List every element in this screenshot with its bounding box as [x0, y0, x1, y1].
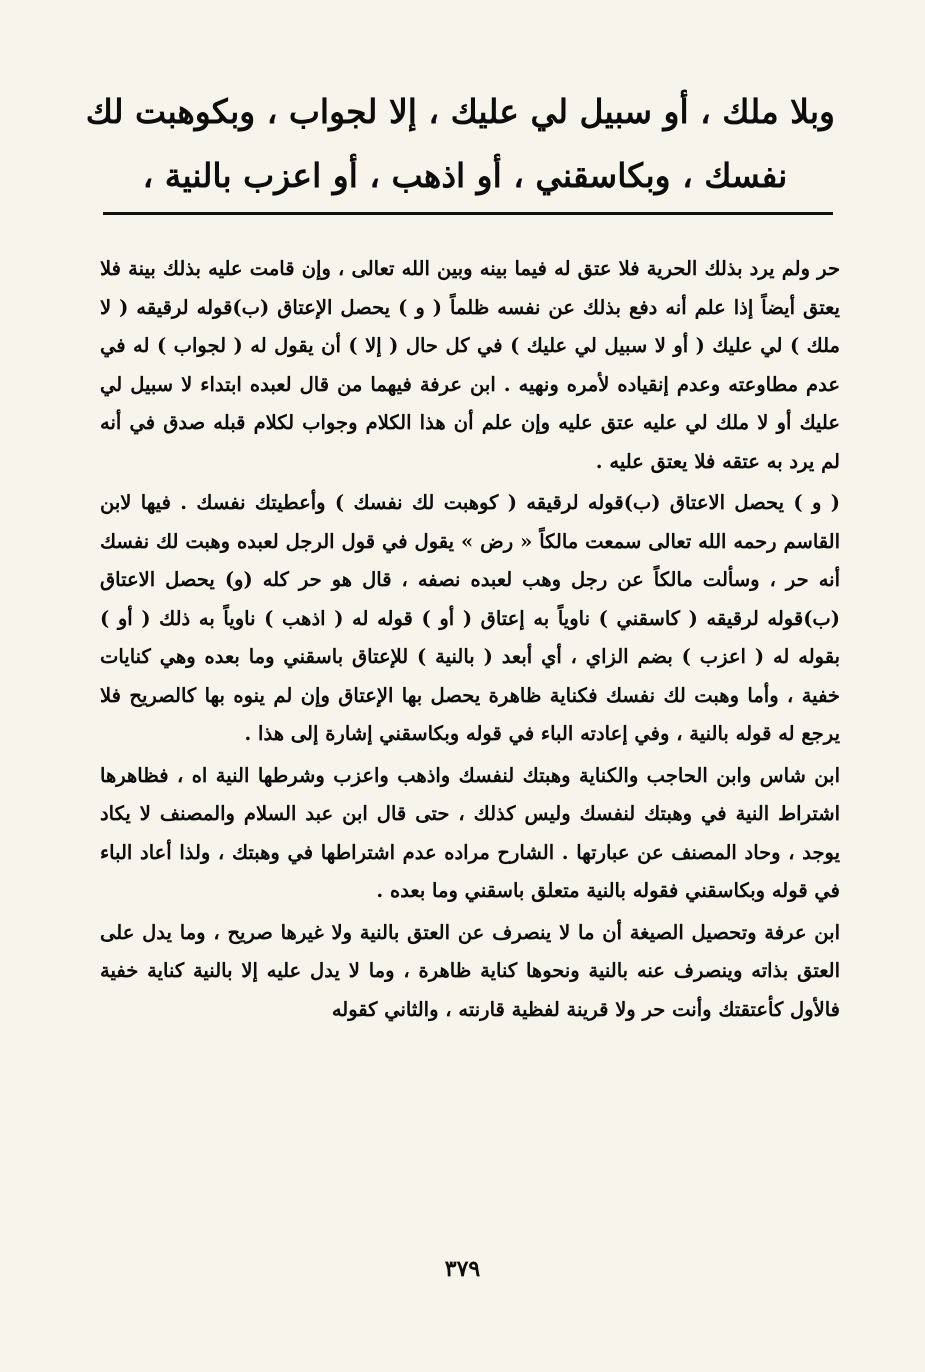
matn-line: وبلا ملك ، أو سبيل لي عليك ، إلا لجواب ، وبكوهبت لك [85, 92, 835, 131]
matn-text [85, 80, 835, 208]
separator-rule [103, 212, 833, 215]
commentary-paragraph: ( و ) يحصل الاعتاق (ب)قوله لرقيقه ( كوهبت لك نفسك ) وأعطيتك نفسك . فيها لابن القاسم رحمه الله تعالى سمعت مالكاً « رض » يقول في قول الرجل لعبده وهبت لك نفسك أنه حر ، وسألت مالكاً عن رجل وهب لعبده نصفه ، قال هو حر كله (و) يحصل الاعتاق (ب)قوله لرقيقه ( كاسقني ) ناوياً به إعتاق ( أو ) قوله له ( اذهب ) ناوياً به ذلك ( أو ) بقوله له ( اعزب ) بضم الزاي ، أي أبعد ( بالنية ) للإعتاق باسقني وما بعده وهي كنايات خفية ، وأما وهبت لك نفسك فكناية ظاهرة يحصل بها الإعتاق وإن لم ينوه بها كالصريح فلا يرجع له قوله بالنية ، وفي إعادته الباء في قوله وبكاسقني إشارة إلى هذا . [100, 491, 840, 745]
commentary-paragraph: ابن شاس وابن الحاجب والكناية وهبتك لنفسك واذهب واعزب وشرطها النية اه ، فظاهرها اشتراط النية في وهبتك لنفسك وليس كذلك ، حتى قال ابن عبد السلام والمصنف لا يكاد يوجد ، وحاد المصنف عن عبارتها . الشارح مراده عدم اشتراطها في وهبتك ، ولذا أعاد الباء في قوله وبكاسقني فقوله بالنية متعلق باسقني وما بعده . [100, 763, 840, 902]
matn-line: نفسك ، وبكاسقني ، أو اذهب ، أو اعزب بالنية ، [142, 156, 788, 195]
commentary-text [100, 250, 840, 1029]
commentary-paragraph: ابن عرفة وتحصيل الصيغة أن ما لا ينصرف عن العتق بالنية ولا غيرها صريح ، وما يدل على العتق بذاته وينصرف عنه بالنية ونحوها كناية ظاهرة ، وما لا يدل عليه إلا بالنية كناية خفية فالأول كأعتقتك وأنت حر ولا قرينة لفظية قارنته ، والثاني كقوله [100, 920, 840, 1021]
page-number: ٣٧٩ [444, 1256, 481, 1282]
commentary-paragraph: حر ولم يرد بذلك الحرية فلا عتق له فيما بينه وبين الله تعالى ، وإن قامت عليه بذلك بينة فلا يعتق أيضاً إذا علم أنه دفع بذلك عن نفسه ظلماً ( و ) يحصل الإعتاق (ب)قوله لرقيقه ( لا ملك ) لي عليك ( أو لا سبيل لي عليك ) في كل حال ( إلا ) أن يقول له ( لجواب ) له في عدم مطاوعته وعدم إنقياده لأمره ونهيه . ابن عرفة فيهما من قال لعبده ابتداء لا سبيل لي عليك أو لا ملك لي عليه عتق عليه وإن علم أن هذا الكلام وجواب لكلام قبله صدق في أنه لم يرد به عتقه فلا يعتق عليه . [100, 257, 840, 473]
